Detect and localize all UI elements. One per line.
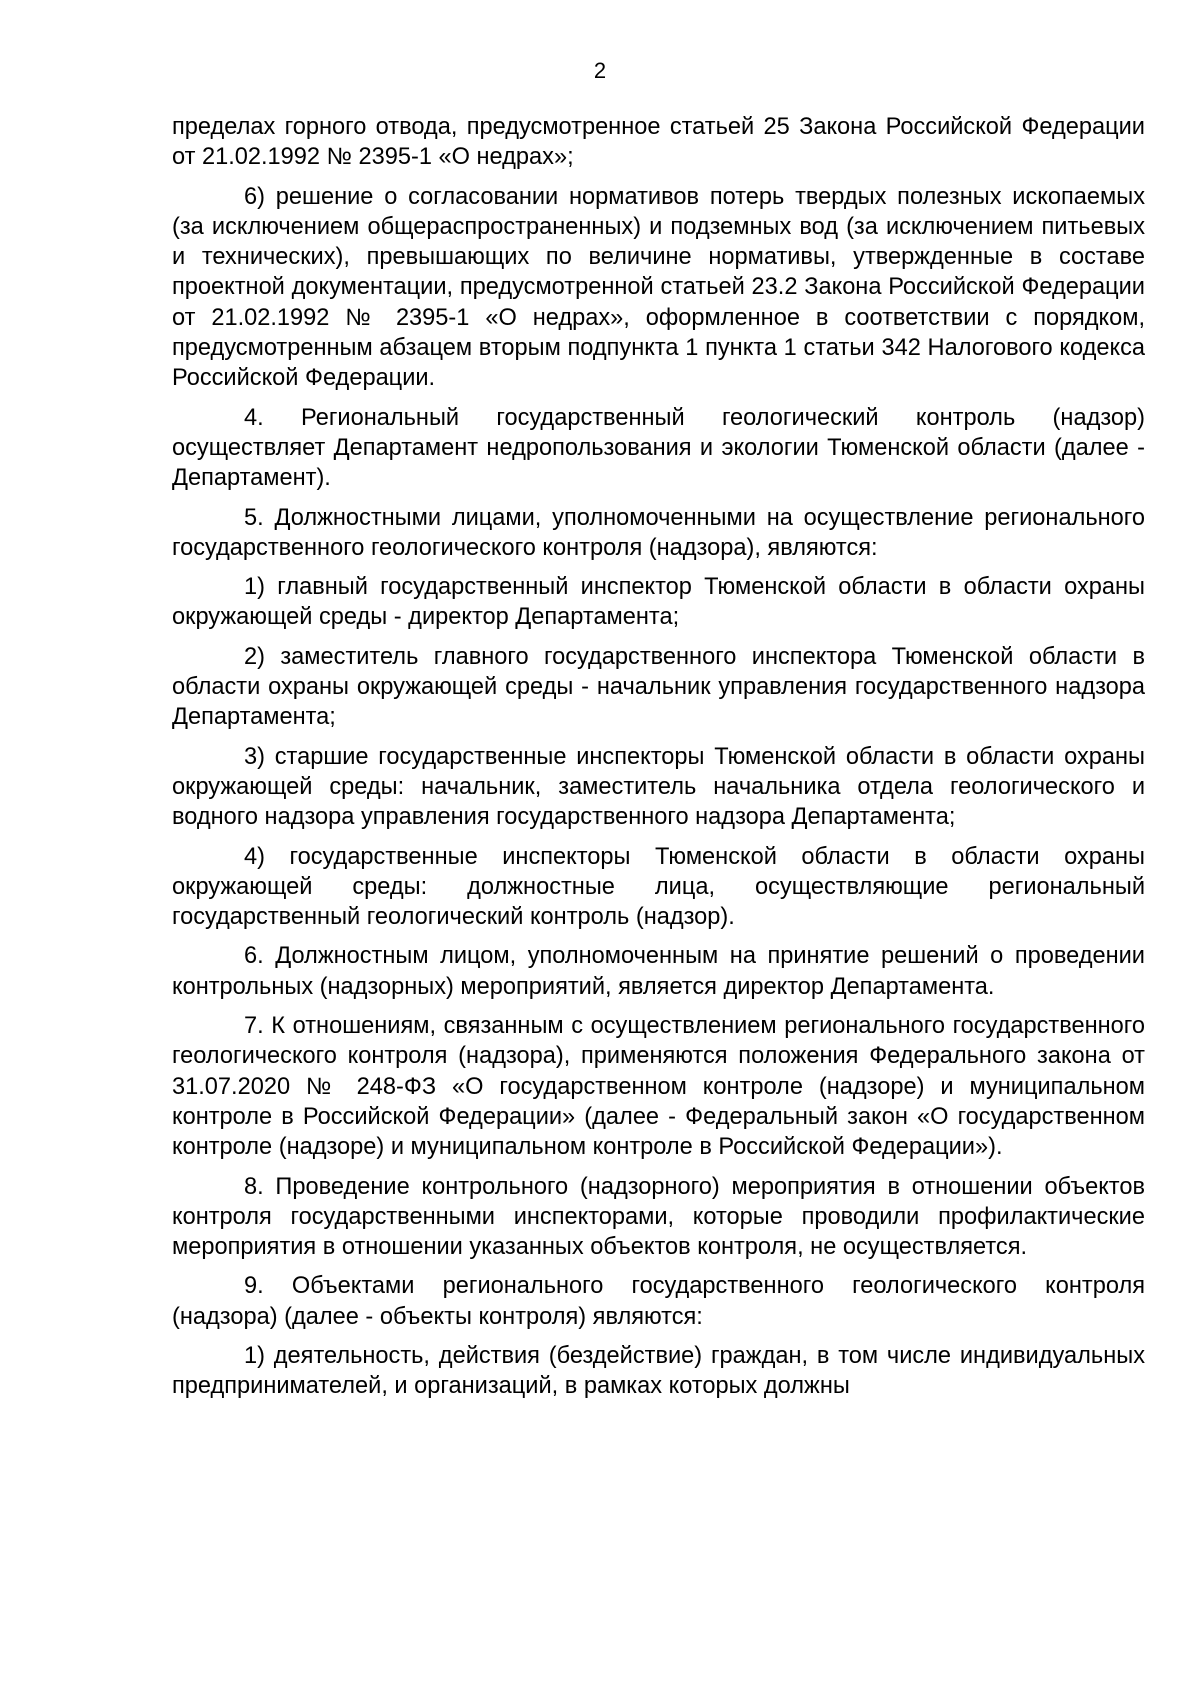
paragraph-item-6: 6. Должностным лицом, уполномоченным на принятие решений о проведении контрольных (надзорных) мероприятий, является директор Департамента. xyxy=(172,943,1145,1000)
paragraph-item-7: 7. К отношениям, связанным с осуществлением регионального государственного геологического контроля (надзора), применяются положения Федерального закона от 31.07.2020 № 248-ФЗ «О государственном контроле (надзоре) и муниципальном контроле в Российской Федерации» (далее - Федеральный закон «О государственном контроле (надзоре) и муниципальном контроле в Российской Федерации»). xyxy=(172,1013,1145,1161)
paragraph-item-5-subitem-3: 3) старшие государственные инспекторы Тюменской области в области охраны окружающей среды: начальник, заместитель начальника отдела геологического и водного надзора управления государственного надзора Департамента; xyxy=(172,743,1145,831)
paragraph-continuation: пределах горного отвода, предусмотренное статьей 25 Закона Российской Федерации от 21.02.1992 № 2395-1 «О недрах»; xyxy=(172,114,1145,171)
document-body xyxy=(172,112,1145,1411)
paragraph-subitem-6: 6) решение о согласовании нормативов потерь твердых полезных ископаемых (за исключением общераспространенных) и подземных вод (за исключением питьевых и технических), превышающих по величине нормативы, утвержденные в составе проектной документации, предусмотренной статьей 23.2 Закона Российской Федерации от 21.02.1992 № 2395-1 «О недрах», оформленное в соответствии с порядком, предусмотренным абзацем вторым подпункта 1 пункта 1 статьи 342 Налогового кодекса Российской Федерации. xyxy=(172,183,1145,392)
paragraph-item-4: 4. Региональный государственный геологический контроль (надзор) осуществляет Департамент недропользования и экологии Тюменской области (далее - Департамент). xyxy=(172,404,1145,492)
paragraph-item-5-subitem-1: 1) главный государственный инспектор Тюменской области в области охраны окружающей среды - директор Департамента; xyxy=(172,574,1145,631)
paragraph-item-5: 5. Должностными лицами, уполномоченными на осуществление регионального государственного геологического контроля (надзора), являются: xyxy=(172,504,1145,561)
paragraph-item-9-subitem-1: 1) деятельность, действия (бездействие) граждан, в том числе индивидуальных предпринимателей, и организаций, в рамках которых должны xyxy=(172,1342,1145,1400)
page-number: 2 xyxy=(593,58,607,83)
paragraph-item-5-subitem-2: 2) заместитель главного государственного инспектора Тюменской области в области охраны окружающей среды - начальник управления государственного надзора Департамента; xyxy=(172,643,1145,731)
paragraph-item-9: 9. Объектами регионального государственного геологического контроля (надзора) (далее - объекты контроля) являются: xyxy=(172,1273,1145,1330)
paragraph-item-5-subitem-4: 4) государственные инспекторы Тюменской области в области охраны окружающей среды: должностные лица, осуществляющие региональный государственный геологический контроль (надзор). xyxy=(172,843,1145,931)
paragraph-item-8: 8. Проведение контрольного (надзорного) мероприятия в отношении объектов контроля государственными инспекторами, которые проводили профилактические мероприятия в отношении указанных объектов контроля, не осуществляется. xyxy=(172,1173,1145,1261)
